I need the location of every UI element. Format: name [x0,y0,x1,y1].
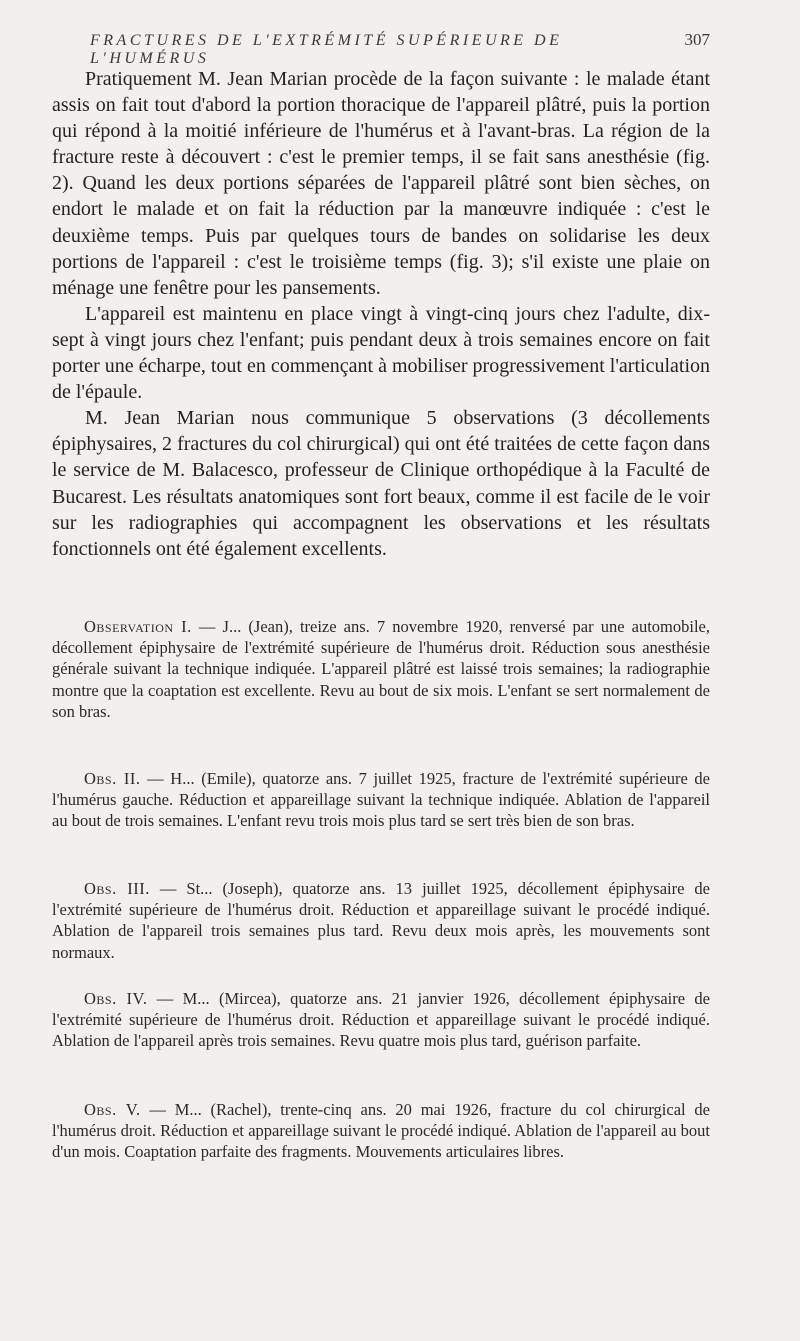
paragraph-procedure: Pratiquement M. Jean Marian procède de la façon suivante : le malade étant assis on fait tout d'abord la portion thoracique de l'appareil plâtré, puis la portion qui répond à la moitié inférieure de l'humérus et à l'avant-bras. La région de la fracture reste à découvert : c'est le premier temps, il se fait sans anesthésie (fig. 2). Quand les deux portions séparées de l'appareil plâtré sont bien sèches, on endort le malade et on fait la réduction par la manœuvre indiquée : c'est le deuxième temps. Puis par quelques tours de bandes on solidarise les deux portions de l'appareil : c'est le troisième temps (fig. 3); s'il existe une plaie on ménage une fenêtre pour les pansements. [52,68,710,299]
observation-label: Obs. IV. [84,989,148,1008]
observation-label: Observation I. [84,617,192,636]
observation-text: — M... (Mircea), quatorze ans. 21 janvier 1926, décollement épiphysaire de l'extrémité supérieure de l'humérus droit. Réduction et appareillage suivant le procédé indiqué. Ablation de l'appareil après trois semaines. Revu quatre mois plus tard, guérison parfaite. [52,989,710,1051]
paragraph-duration: L'appareil est maintenu en place vingt à vingt-cinq jours chez l'adulte, dix-sept à vingt jours chez l'enfant; puis pendant deux à trois semaines encore on fait porter une écharpe, tout en commençant à mobiliser progressivement l'articulation de l'épaule. [52,302,710,404]
paragraph-observations-summary: M. Jean Marian nous communique 5 observations (3 décollements épiphysaires, 2 fractures du col chirurgical) qui ont été traitées de cette façon dans le service de M. Balacesco, professeur de Clinique orthopédique à la Faculté de Bucarest. Les résultats anatomiques sont fort beaux, comme il est facile de le voir sur les radiographies qui accompagnent les observations et les résultats fonctionnels ont été également excellents. [52,407,710,560]
observation-label: Obs. II. [84,769,141,788]
observation-5 [52,1099,710,1163]
page-number: 307 [684,30,710,49]
observation-4 [52,988,710,1052]
observation-3 [52,878,710,963]
observation-text: — J... (Jean), treize ans. 7 novembre 1920, renversé par une automobile, décollement épiphysaire de l'extrémité supérieure de l'humérus droit. Réduction sous anesthésie générale suivant la technique indiquée. L'appareil plâtré est laissé trois semaines; la radiographie montre que la coaptation est excellente. Revu au bout de six mois. L'enfant se sert normalement de son bras. [52,617,711,721]
observation-1 [52,616,710,722]
observation-text: — M... (Rachel), trente-cinq ans. 20 mai 1926, fracture du col chirurgical de l'humérus droit. Réduction et appareillage suivant le procédé indiqué. Ablation de l'appareil au bout d'un mois. Coaptation parfaite des fragments. Mouvements articulaires libres. [52,1100,710,1162]
observation-label: Obs. V. [84,1100,141,1119]
observation-text: — H... (Emile), quatorze ans. 7 juillet 1925, fracture de l'extrémité supérieure de l'humérus gauche. Réduction et appareillage suivant la technique indiquée. Ablation de l'appareil au bout de trois semaines. L'enfant revu trois mois plus tard se sert très bien de son bras. [52,769,710,831]
observation-text: — St... (Joseph), quatorze ans. 13 juillet 1925, décollement épiphysaire de l'extrémité supérieure de l'humérus droit. Réduction et appareillage suivant le procédé indiqué. Ablation de l'appareil trois semaines plus tard. Revu deux mois après, les mouvements sont normaux. [52,879,711,962]
running-header [90,30,710,68]
observation-label: Obs. III. [84,879,150,898]
main-text [52,66,710,562]
running-title: FRACTURES DE L'EXTRÉMITÉ SUPÉRIEURE DE L'HUMÉRUS [90,32,563,67]
observation-2 [52,768,710,832]
